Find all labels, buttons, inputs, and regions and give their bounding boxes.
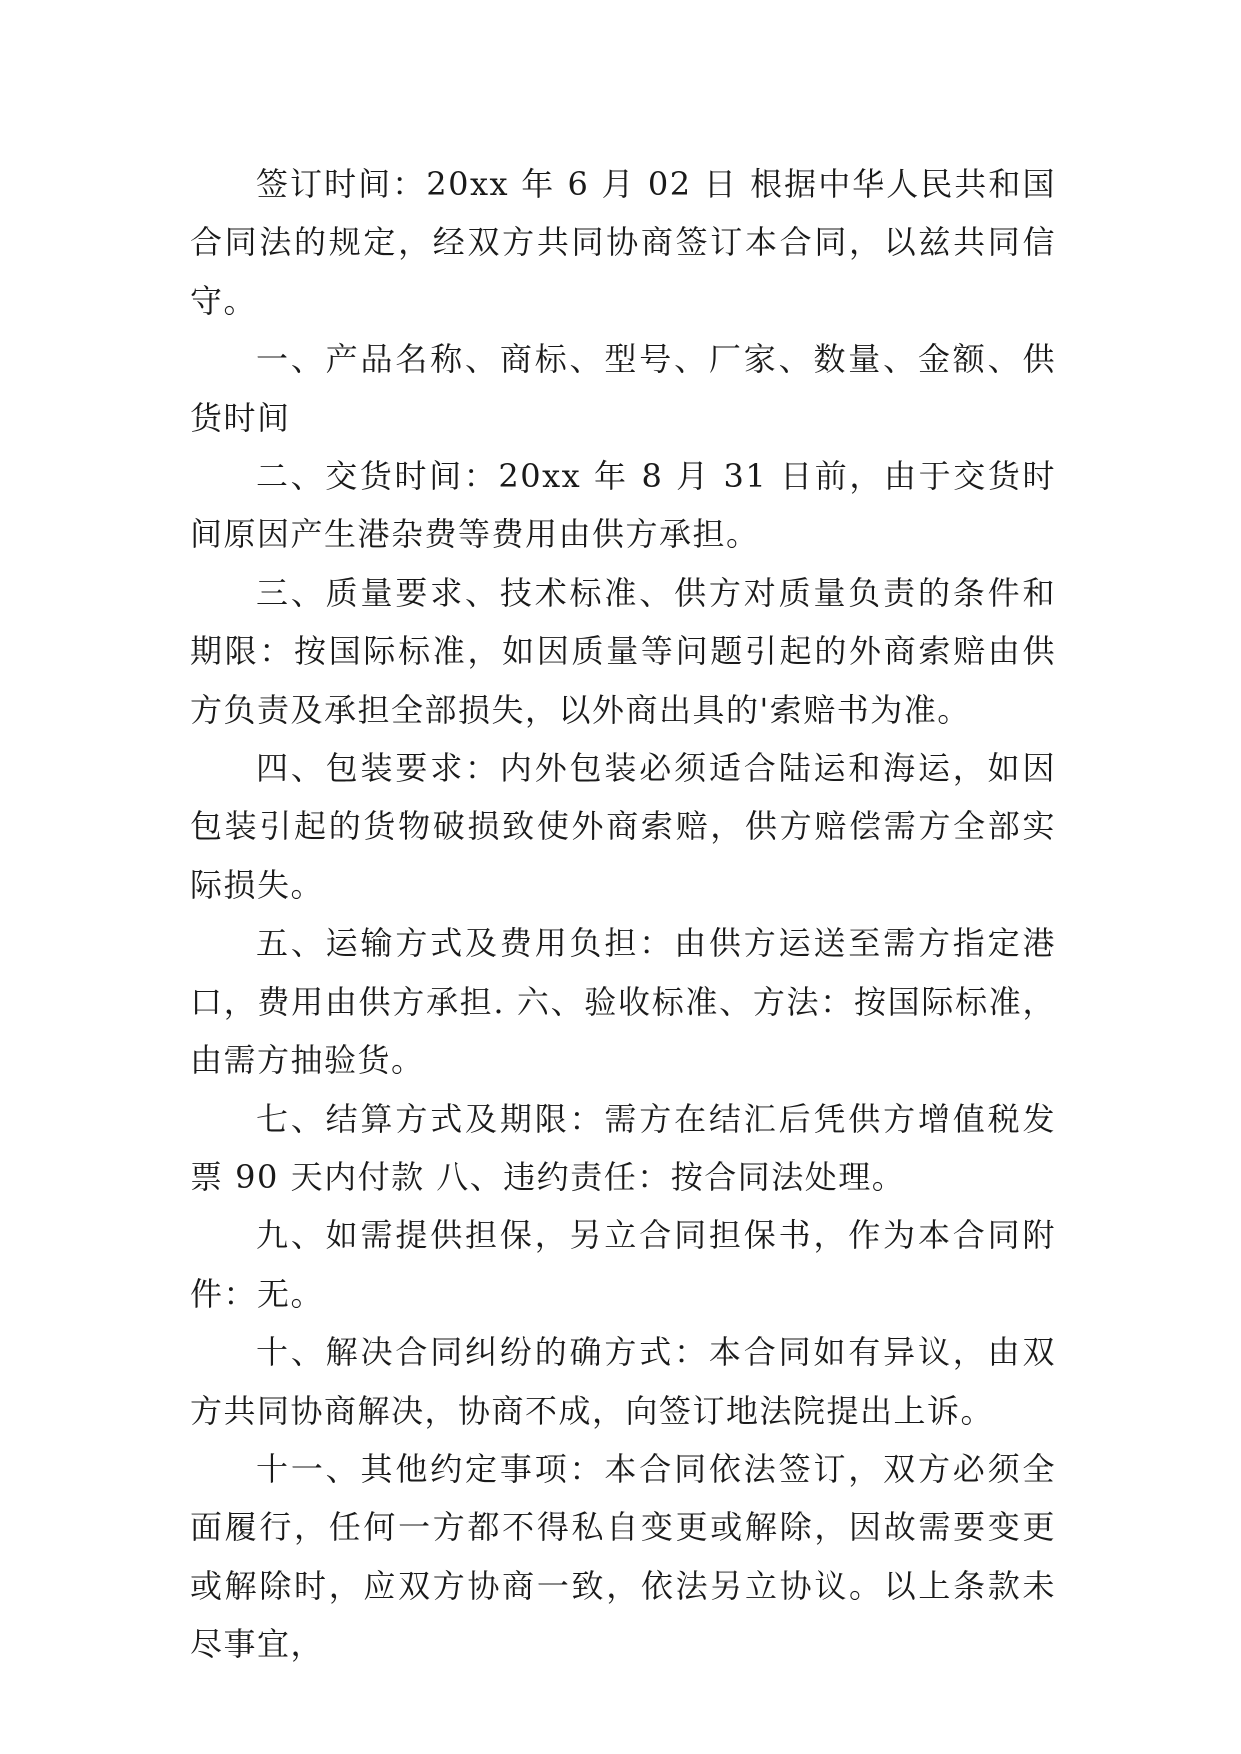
paragraph-clause-9-guarantee: 九、如需提供担保，另立合同担保书，作为本合同附件：无。 bbox=[190, 1216, 1056, 1313]
paragraph-clause-5-transport: 五、运输方式及费用负担：由供方运送至需方指定港口，费用由供方承担. 六、验收标准、方法：按国际标准，由需方抽验货。 bbox=[190, 924, 1056, 1080]
paragraph-signing-date: 签订时间：20xx 年 6 月 02 日 根据中华人民共和国合同法的规定，经双方共同协商签订本合同，以兹共同信守。 bbox=[190, 165, 1056, 320]
paragraph-clause-11-other: 十一、其他约定事项：本合同依法签订，双方必须全面履行，任何一方都不得私自变更或解除，因故需要变更或解除时，应双方协商一致，依法另立协议。以上条款未尽事宜， bbox=[190, 1449, 1056, 1664]
paragraph-clause-1-product: 一、产品名称、商标、型号、厂家、数量、金额、供货时间 bbox=[190, 340, 1056, 437]
paragraph-clause-3-quality: 三、质量要求、技术标准、供方对质量负责的条件和期限：按国际标准，如因质量等问题引起的外商索赔由供方负责及承担全部损失，以外商出具的'索赔书为准。 bbox=[190, 573, 1056, 729]
paragraph-clause-2-delivery: 二、交货时间：20xx 年 8 月 31 日前，由于交货时间原因产生港杂费等费用由供方承担。 bbox=[190, 457, 1056, 554]
paragraph-clause-4-packaging: 四、包装要求：内外包装必须适合陆运和海运，如因包装引起的货物破损致使外商索赔，供方赔偿需方全部实际损失。 bbox=[190, 749, 1056, 904]
paragraph-clause-7-settlement: 七、结算方式及期限：需方在结汇后凭供方增值税发票 90 天内付款 八、违约责任：按合同法处理。 bbox=[190, 1099, 1056, 1196]
paragraph-clause-10-disputes: 十、解决合同纠纷的确方式：本合同如有异议，由双方共同协商解决，协商不成，向签订地法院提出上诉。 bbox=[190, 1333, 1056, 1430]
document-body bbox=[190, 155, 1056, 1674]
